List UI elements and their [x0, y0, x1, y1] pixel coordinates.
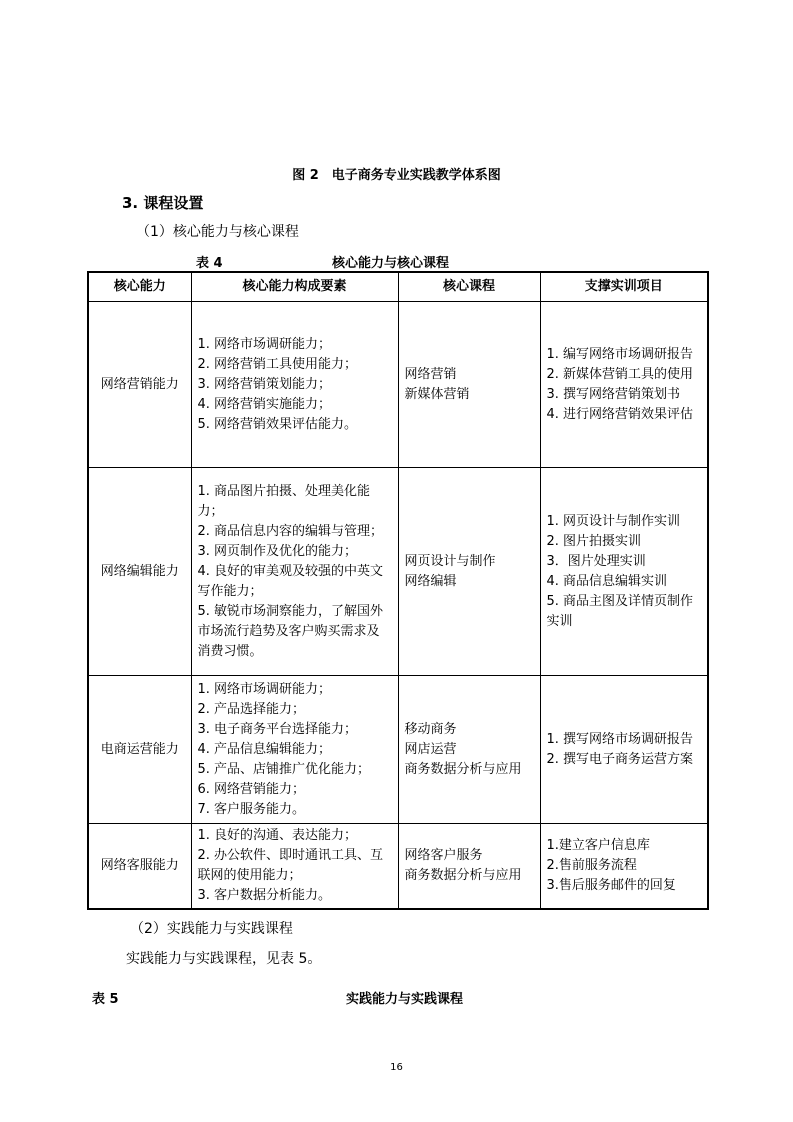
body-paragraph: 实践能力与实践课程，见表 5。	[126, 951, 322, 967]
cell-line: 4. 产品信息编辑能力；	[197, 741, 332, 757]
cell-elements	[191, 676, 398, 824]
table4-label: 表 4	[196, 256, 223, 271]
cell-training-projects	[540, 302, 708, 468]
core-ability-table	[87, 271, 709, 910]
cell-line: 5. 网络营销效果评估能力。	[197, 416, 358, 432]
cell-line: 商务数据分析与应用	[404, 868, 522, 883]
cell-line: 2. 新媒体营销工具的使用	[546, 366, 694, 382]
cell-line: 3. 客户数据分析能力。	[197, 888, 332, 903]
figure-caption: 图 2 电子商务专业实践教学体系图	[292, 168, 501, 183]
cell-line: 1.建立客户信息库	[546, 838, 650, 853]
cell-line: 4. 网络营销实施能力；	[197, 396, 332, 412]
cell-core-courses	[398, 302, 540, 468]
cell-line: 移动商务	[404, 721, 457, 737]
page-number: 16	[390, 1062, 403, 1073]
cell-line: 1. 商品图片拍摄、处理美化能力；	[197, 483, 371, 519]
cell-line: 2. 商品信息内容的编辑与管理；	[197, 523, 384, 539]
cell-line: 1. 网页设计与制作实训	[546, 513, 681, 529]
cell-line: 4. 进行网络营销效果评估	[546, 406, 694, 422]
cell-line: 1. 网络市场调研能力；	[197, 681, 332, 697]
table-row	[88, 302, 708, 468]
header-elements: 核心能力构成要素	[191, 272, 398, 302]
cell-training-projects	[540, 468, 708, 676]
cell-line: 2. 撰写电子商务运营方案	[546, 751, 694, 767]
cell-core-ability: 网络客服能力	[88, 824, 191, 910]
cell-line: 5. 商品主图及详情页制作实训	[546, 593, 694, 629]
table-row	[88, 824, 708, 910]
cell-line: 3．图片处理实训	[546, 553, 646, 569]
cell-core-ability: 网络营销能力	[88, 302, 191, 468]
cell-line: 5. 产品、店铺推广优化能力；	[197, 761, 371, 777]
section-heading	[122, 192, 203, 213]
cell-training-projects	[540, 676, 708, 824]
cell-line: 网店运营	[404, 741, 457, 757]
cell-line: 4. 商品信息编辑实训	[546, 573, 668, 589]
subsection-heading-1: （1）核心能力与核心课程	[136, 224, 299, 240]
cell-line: 网络营销	[404, 366, 457, 382]
cell-core-courses	[398, 468, 540, 676]
cell-line: 商务数据分析与应用	[404, 761, 522, 777]
cell-elements	[191, 468, 398, 676]
table-header-row	[88, 272, 708, 302]
cell-line: 2. 办公软件、即时通讯工具、互联网的使用能力；	[197, 848, 384, 883]
table-row	[88, 468, 708, 676]
cell-line: 3. 撰写网络营销策划书	[546, 386, 681, 402]
table-row	[88, 676, 708, 824]
table5-title: 实践能力与实践课程	[346, 992, 464, 1007]
cell-line: 6. 网络营销能力；	[197, 781, 306, 797]
cell-elements	[191, 824, 398, 910]
cell-line: 2.售前服务流程	[546, 858, 637, 873]
header-core-ability: 核心能力	[88, 272, 191, 302]
section-number: 3.	[122, 194, 139, 212]
cell-line: 3. 网页制作及优化的能力；	[197, 543, 358, 559]
cell-line: 网页设计与制作	[404, 553, 496, 569]
cell-core-courses	[398, 676, 540, 824]
cell-line: 3.售后服务邮件的回复	[546, 878, 676, 893]
cell-line: 1. 良好的沟通、表达能力；	[197, 828, 358, 843]
section-title: 课程设置	[143, 194, 204, 212]
cell-line: 2. 产品选择能力；	[197, 701, 306, 717]
cell-line: 3. 网络营销策划能力；	[197, 376, 332, 392]
cell-core-ability: 电商运营能力	[88, 676, 191, 824]
cell-line: 5. 敏锐市场洞察能力，了解国外市场流行趋势及客户购买需求及消费习惯。	[197, 603, 384, 659]
cell-line: 新媒体营销	[404, 386, 470, 402]
table5-label: 表 5	[92, 992, 119, 1007]
header-core-courses: 核心课程	[398, 272, 540, 302]
cell-line: 1. 撰写网络市场调研报告	[546, 731, 694, 747]
header-training-projects: 支撑实训项目	[540, 272, 708, 302]
subsection-heading-2: （2）实践能力与实践课程	[130, 921, 293, 937]
table4-title: 核心能力与核心课程	[332, 256, 450, 271]
cell-line: 2. 网络营销工具使用能力；	[197, 356, 358, 372]
cell-line: 3. 电子商务平台选择能力；	[197, 721, 358, 737]
cell-line: 2. 图片拍摄实训	[546, 533, 642, 549]
cell-core-ability: 网络编辑能力	[88, 468, 191, 676]
cell-core-courses	[398, 824, 540, 910]
cell-line: 1. 编写网络市场调研报告	[546, 346, 694, 362]
cell-line: 1. 网络市场调研能力；	[197, 336, 332, 352]
cell-elements	[191, 302, 398, 468]
cell-training-projects	[540, 824, 708, 910]
cell-line: 网络客户服务	[404, 848, 483, 863]
cell-line: 7. 客户服务能力。	[197, 801, 306, 817]
cell-line: 4. 良好的审美观及较强的中英文写作能力；	[197, 563, 384, 599]
cell-line: 网络编辑	[404, 573, 457, 589]
